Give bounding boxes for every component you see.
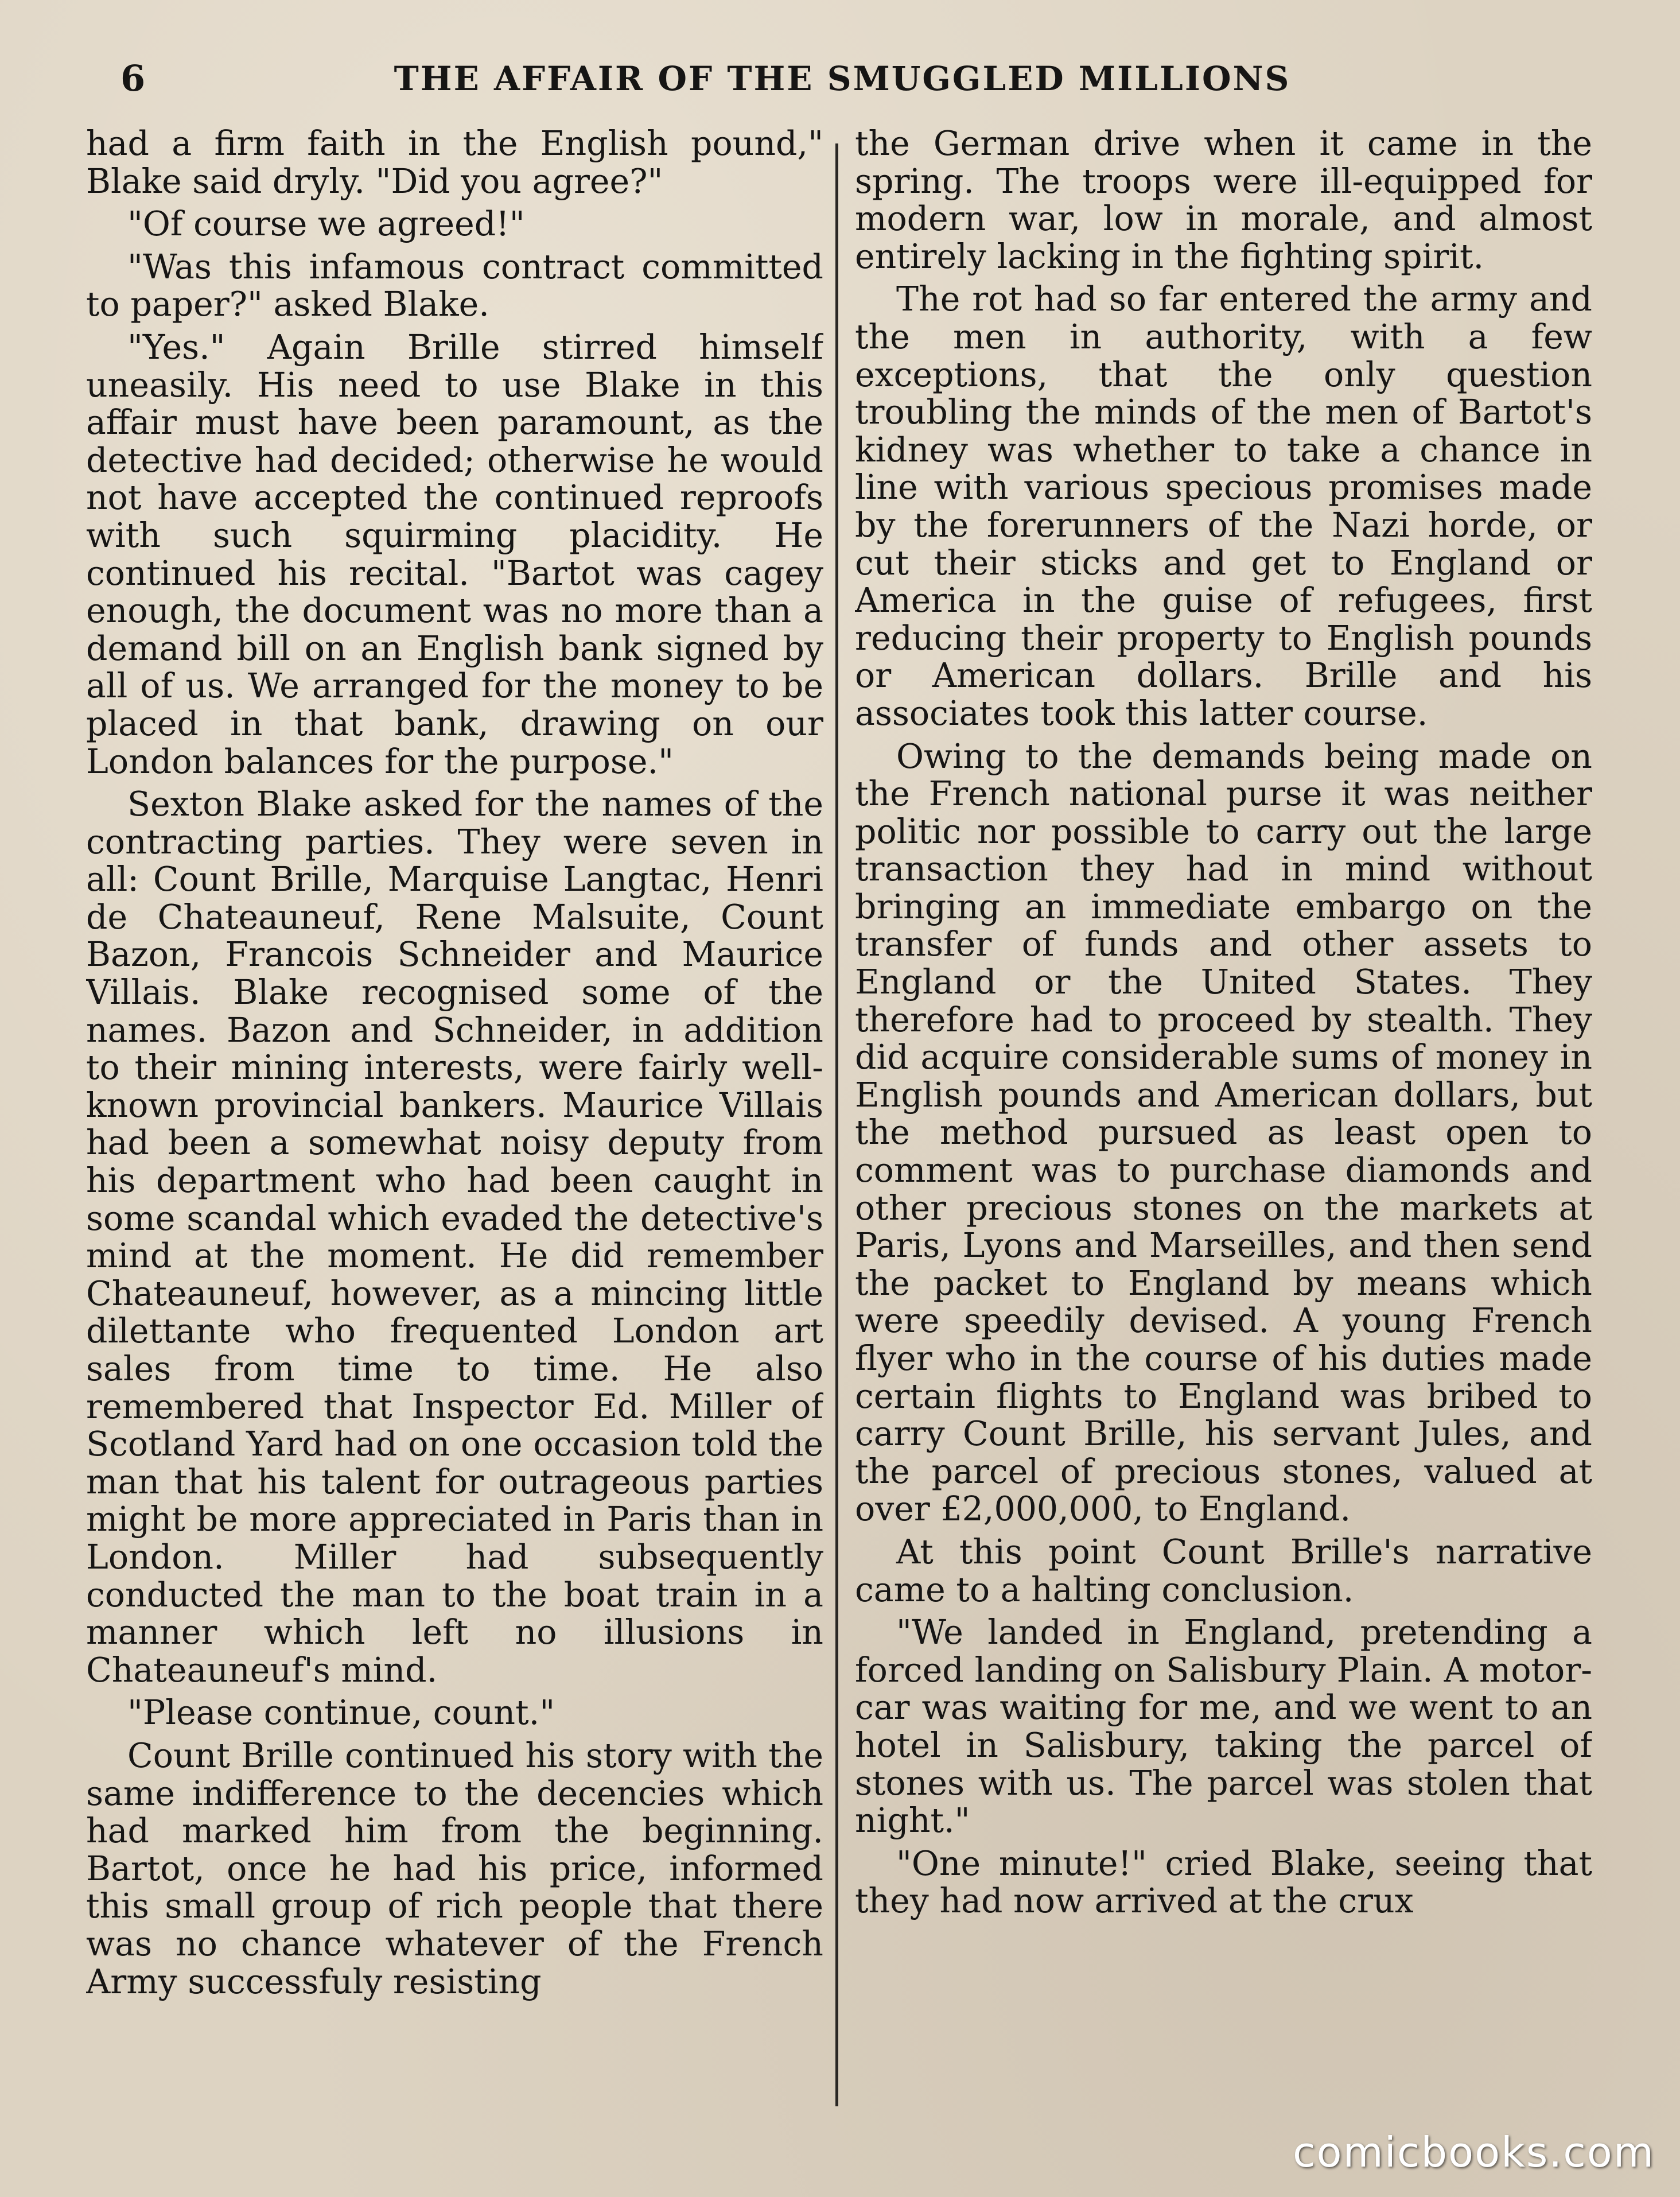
paragraph: "Please continue, count." xyxy=(127,1693,555,1733)
paragraph: "Of course we agreed!" xyxy=(127,204,525,244)
paragraph: had a firm faith in the English pound," Blake said dryly. "Did you agree?" xyxy=(86,125,823,201)
left-column xyxy=(86,125,823,2117)
paragraph: "Was this infamous contract committed to paper?" asked Blake. xyxy=(86,247,823,324)
page-number: 6 xyxy=(120,57,146,99)
paragraph: Sexton Blake asked for the names of the contracting parties. They were seven in all: Count Brille, Marquise Langtac, Henri de Chateauneuf, Rene Malsuite, Count Bazon, Francois Schneider and Maurice Villais. Blake recognised some of the names. Bazon and Schneider, in addition to their mining interests, were fairly well-known provincial bankers. Maurice Villais had been a somewhat noisy deputy from his department who had been caught in some scandal which evaded the detective's mind at the moment. He did remember Chateauneuf, however, as a mincing little dilettante who frequented London art sales from time to time. He also remembered that Inspector Ed. Miller of Scotland Yard had on one occasion told the man that his talent for outrageous parties might be more appreciated in Paris than in London. Miller had subsequently conducted the man to the boat train in a manner which left no illusions in Chateauneuf's mind. xyxy=(86,785,823,1690)
running-title: THE AFFAIR OF THE SMUGGLED MILLIONS xyxy=(394,59,1291,98)
paragraph: Owing to the demands being made on the French national purse it was neither politic nor possible to carry out the large transaction they had in mind without bringing an immediate embargo on the transfer of funds and other assets to England or the United States. They therefore had to proceed by stealth. They did acquire considerable sums of money in English pounds and American dollars, but the method pursued as least open to comment was to purchase diamonds and other precious stones on the markets at Paris, Lyons and Marseilles, and then send the packet to England by means which were speedily devised. A young French flyer who in the course of his duties made certain flights to England was bribed to carry Count Brille, his servant Jules, and the parcel of precious stones, valued at over £2,000,000, to England. xyxy=(855,736,1592,1529)
paragraph: "Yes." Again Brille stirred himself uneasily. His need to use Blake in this affair must have been paramount, as the detective had decided; otherwise he would not have accepted the continued reproofs with such squirming placidity. He continued his recital. "Bartot was cagey enough, the document was no more than a demand bill on an English bank signed by all of us. We arranged for the money to be placed in that bank, drawing on our London balances for the purpose." xyxy=(86,327,823,781)
paragraph: the German drive when it came in the spring. The troops were ill-equipped for modern war, low in morale, and almost entirely lacking in the fighting spirit. xyxy=(855,125,1592,276)
column-divider xyxy=(835,143,838,2106)
paragraph: At this point Count Brille's narrative came to a halting conclusion. xyxy=(855,1532,1592,1609)
watermark: comicbooks.com xyxy=(1292,2128,1655,2176)
paragraph: "We landed in England, pretending a forced landing on Salisbury Plain. A motor-car was waiting for me, and we went to an hotel in Salisbury, taking the parcel of stones with us. The parcel was stolen that night." xyxy=(855,1613,1592,1841)
page-header xyxy=(85,53,1600,104)
paragraph: "One minute!" cried Blake, seeing that they had now arrived at the crux xyxy=(855,1843,1592,1921)
paragraph: The rot had so far entered the army and the men in authority, with a few exceptions, that the only question troubling the minds of the men of Bartot's kidney was whether to take a chance in line with various specious promises made by the forerunners of the Nazi horde, or cut their sticks and get to England or America in the guise of refugees, first reducing their property to English pounds or American dollars. Brille and his associates took this latter course. xyxy=(855,280,1592,733)
paragraph: Count Brille continued his story with the same indifference to the decencies which had marked him from the beginning. Bartot, once he had his price, informed this small group of rich people that there was no chance whatever of the French Army successfuly resisting xyxy=(86,1736,823,2001)
right-column xyxy=(855,125,1592,2117)
